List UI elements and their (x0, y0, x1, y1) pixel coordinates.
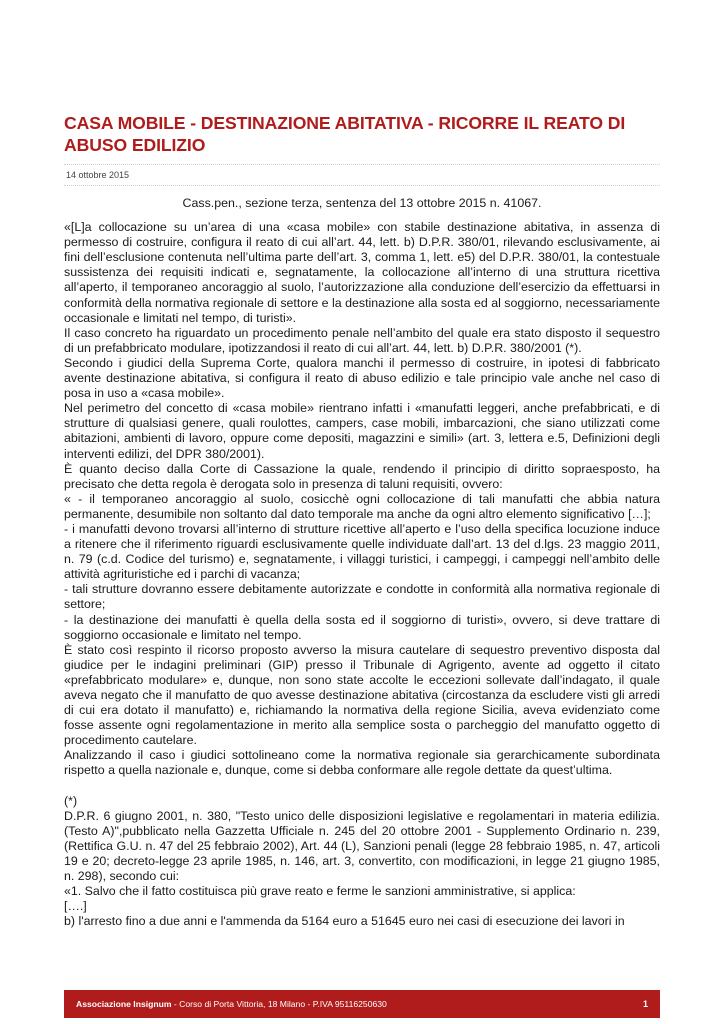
paragraph: - la destinazione dei manufatti è quella della sosta ed il soggiorno di turisti», ovvero, si deve trattare di soggiorno occasionale e limitato nel tempo. (64, 612, 660, 642)
divider-top (64, 164, 660, 165)
paragraph: È quanto deciso dalla Corte di Cassazione la quale, rendendo il principio di diritto sopraesposto, ha precisato che detta regola è derogata solo in presenza di taluni requisiti, ovvero: (64, 461, 660, 491)
footnote-paragraph: [….] (64, 899, 87, 914)
footnote-paragraph: «1. Salvo che il fatto costituisca più grave reato e ferme le sanzioni amministrative, si applica: (64, 884, 576, 899)
page-number: 1 (642, 999, 648, 1009)
paragraph: Nel perimetro del concetto di «casa mobile» rientrano infatti i «manufatti leggeri, anche prefabbricati, e di strutture di qualsiasi genere, quali roulottes, campers, case mobili, imbarcazioni, che siano utilizzati come abitazioni, ambienti di lavoro, oppure come depositi, magazzini e simili» (art. 3, lettera e.5, Definizioni degli interventi edilizi, del DPR 380/2001). (64, 401, 660, 461)
paragraph: Analizzando il caso i giudici sottolineano come la normativa regionale sia gerarchicamente subordinata rispetto a quella nazionale e, dunque, come si debba conformare alle regole dettate da quest’ultima. (64, 748, 660, 778)
paragraph: È stato così respinto il ricorso proposto avverso la misura cautelare di sequestro preventivo disposta dal giudice per le indagini preliminari (GIP) presso il Tribunale di Agrigento, avente ad oggetto il citato «prefabbricato modulare» e, dunque, non sono state accolte le eccezioni sollevate dall’indagato, il quale aveva negato che il manufatto de quo avesse destinazione abitativa (circostanza da escludere visti gli arredi di cui era dotato il manufatto) e, richiamando la normativa della regione Sicilia, aveva evidenziato come fosse assente ogni regolamentazione in merito alla semplice sosta o parcheggio del manufatto oggetto di procedimento cautelare. (64, 642, 660, 748)
citation: Cass.pen., sezione terza, sentenza del 13 ottobre 2015 n. 41067. (182, 196, 542, 210)
paragraph: Il caso concreto ha riguardato un procedimento penale nell’ambito del quale era stato disposto il sequestro di un prefabbricato modulare, ipotizzandosi il reato di cui all’art. 44, lett. b) D.P.R. 380/2001 (*). (64, 325, 660, 355)
paragraph: Secondo i giudici della Suprema Corte, qualora manchi il permesso di costruire, in ipotesi di fabbricato avente destinazione abitativa, si configura il reato di abuso edilizio e tale principio vale anche nel caso di posa in uso a «casa mobile». (64, 355, 660, 401)
spacer (64, 779, 660, 794)
publish-date: 14 ottobre 2015 (66, 170, 130, 180)
page-title: CASA MOBILE - DESTINAZIONE ABITATIVA - RICORRE IL REATO DI ABUSO EDILIZIO (64, 113, 626, 155)
footer-info (76, 999, 387, 1009)
divider-bottom (64, 185, 660, 186)
footnote-marker: (*) (64, 793, 78, 808)
footer-address: - Corso di Porta Vittoria, 18 Milano - P.IVA 95116250630 (171, 999, 387, 1009)
paragraph: «[L]a collocazione su un’area di una «casa mobile» con stabile destinazione abitativa, in assenza di permesso di costruire, configura il reato di cui all’art. 44, lett. b) D.P.R. 380/01, rilevando esclusivamente, ai fini dell’esclusione contenuta nell’ultima parte dell’art. 3, comma 1, lett. e5) del D.P.R. 380/01, la contestuale sussistenza dei requisiti indicati e, segnatamente, la collocazione all’interno di una struttura ricettiva all’aperto, il temporaneo ancoraggio al suolo, l’autorizzazione alla conduzione dell’esercizio da effettuarsi in conformità della normativa regionale di settore e la destinazione alla sosta ed al soggiorno, necessariamente occasionale e limitati nel tempo, di turisti». (64, 220, 660, 325)
footer-org: Associazione Insignum (76, 999, 172, 1009)
paragraph: - i manufatti devono trovarsi all’interno di strutture ricettive all’aperto e l’uso della specifica locuzione induce a ritenere che il riferimento riguardi esclusivamente quelle individuate dall’art. 13 del d.lgs. 23 maggio 2011, n. 79 (c.d. Codice del turismo) e, segnatamente, i villaggi turistici, i campeggi, i campeggi nell’ambito delle attività agrituristiche ed i parchi di vacanza; (64, 521, 660, 582)
paragraph: - tali strutture dovranno essere debitamente autorizzate e condotte in conformità alla normativa regionale di settore; (64, 582, 660, 612)
footnote-paragraph: D.P.R. 6 giugno 2001, n. 380, "Testo unico delle disposizioni legislative e regolamentari in materia edilizia. (Testo A)",pubblicato nella Gazzetta Ufficiale n. 245 del 20 ottobre 2001 - Supplemento Ordinario n. 239, (Rettifica G.U. n. 47 del 25 febbraio 2002), Art. 44 (L), Sanzioni penali (legge 28 febbraio 1985, n. 47, articoli 19 e 20; decreto-legge 23 aprile 1985, n. 146, art. 3, convertito, con modificazioni, in legge 21 giugno 1985, n. 298), secondo cui: (64, 808, 660, 884)
paragraph: « - il temporaneo ancoraggio al suolo, cosicchè ogni collocazione di tali manufatti che abbia natura permanente, desumibile non soltanto dal dato temporale ma anche da ogni altro elemento significativo […]; (64, 491, 660, 521)
page-footer (64, 990, 660, 1018)
footnote-paragraph: b) l'arresto fino a due anni e l'ammenda da 5164 euro a 51645 euro nei casi di esecuzione dei lavori in (64, 914, 625, 929)
article-body (64, 196, 660, 929)
